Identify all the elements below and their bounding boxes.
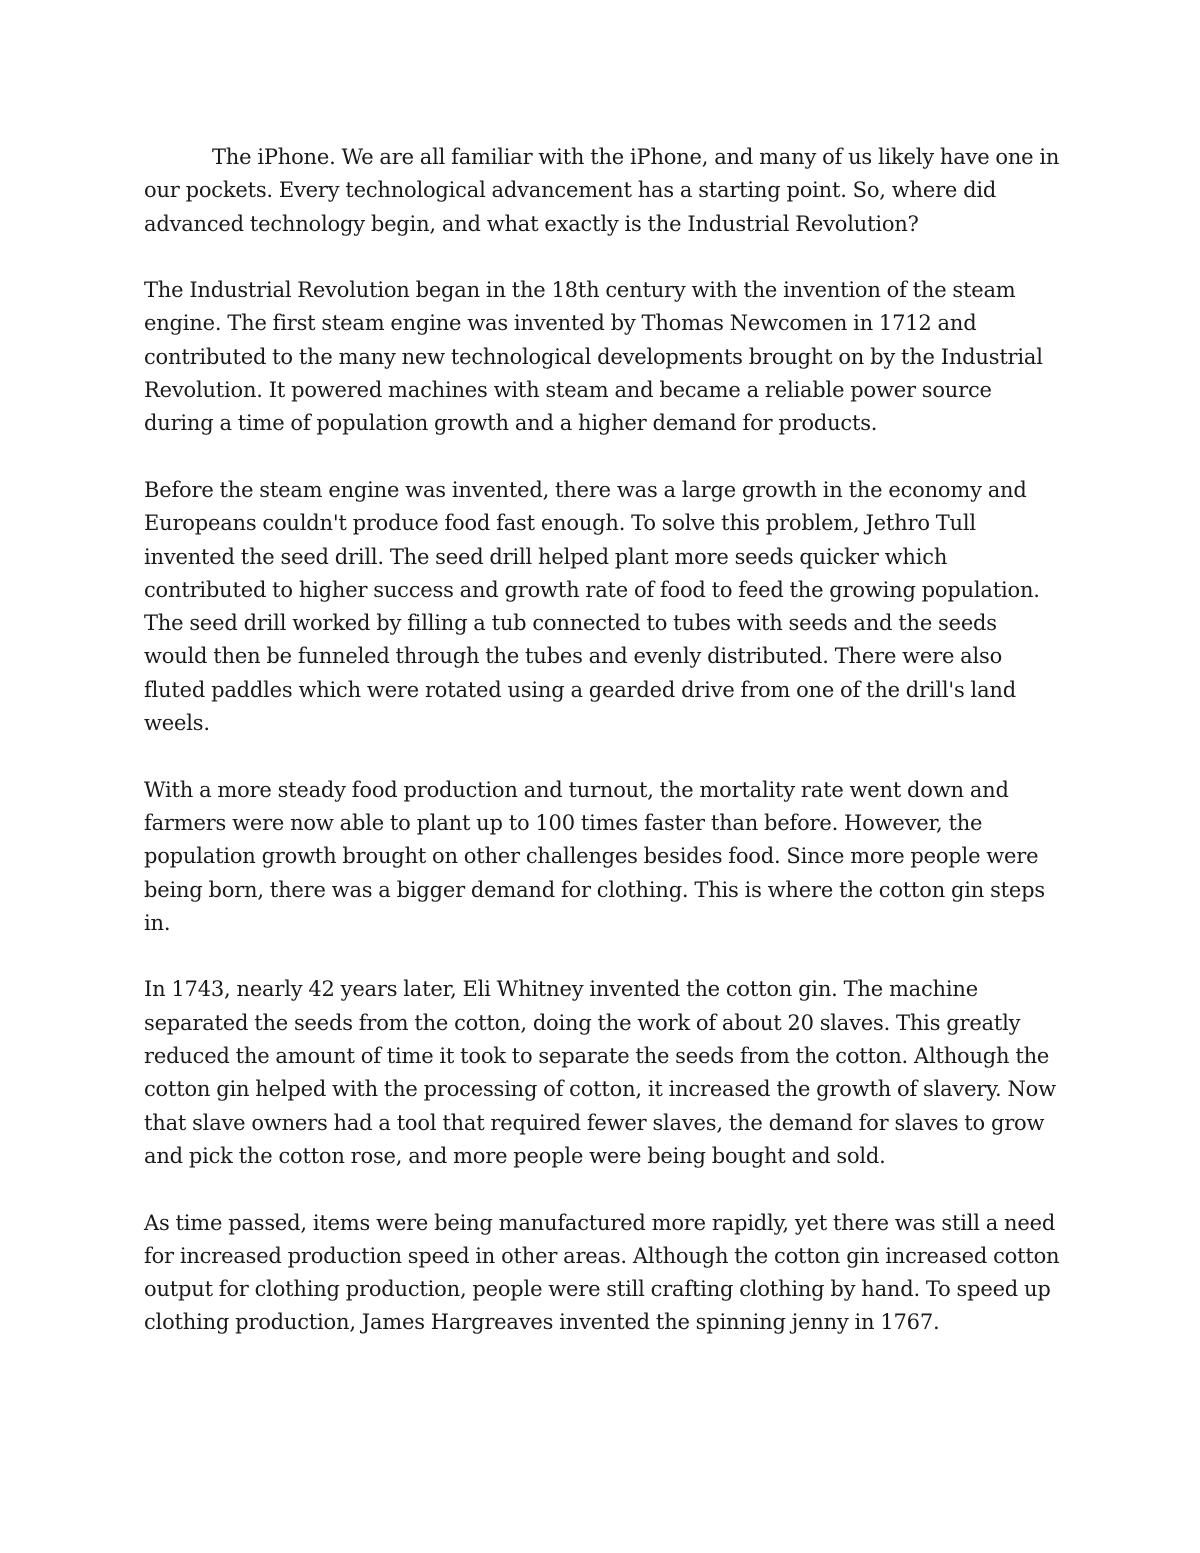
paragraph-steam-engine: The Industrial Revolution began in the 18th century with the invention of the steam engine. The first steam engine was invented by Thomas Newcomen in 1712 and contributed to the many new technological developments brought on by the Industrial Revolution. It powered machines with steam and became a reliable power source during a time of population growth and a higher demand for products. (144, 278, 1043, 436)
document-body (144, 141, 1064, 1373)
paragraph-food-production: With a more steady food production and turnout, the mortality rate went down and farmers were now able to plant up to 100 times faster than before. However, the population growth brought on other challenges besides food. Since more people were being born, there was a bigger demand for clothing. This is where the cotton gin steps in. (144, 777, 1045, 935)
paragraph-cotton-gin: In 1743, nearly 42 years later, Eli Whitney invented the cotton gin. The machine separated the seeds from the cotton, doing the work of about 20 slaves. This greatly reduced the amount of time it took to separate the seeds from the cotton. Although the cotton gin helped with the processing of cotton, it increased the growth of slavery. Now that slave owners had a tool that required fewer slaves, the demand for slaves to grow and pick the cotton rose, and more people were being bought and sold. (144, 977, 1056, 1168)
paragraph-intro: The iPhone. We are all familiar with the iPhone, and many of us likely have one in our pockets. Every technological advancement has a starting point. So, where did advanced technology begin, and what exactly is the Industrial Revolution? (144, 145, 1060, 236)
paragraph-seed-drill: Before the steam engine was invented, there was a large growth in the economy and Europeans couldn't produce food fast enough. To solve this problem, Jethro Tull invented the seed drill. The seed drill helped plant more seeds quicker which contributed to higher success and growth rate of food to feed the growing population. The seed drill worked by filling a tub connected to tubes with seeds and the seeds would then be funneled through the tubes and evenly distributed. There were also fluted paddles which were rotated using a gearded drive from one of the drill's land weels. (144, 477, 1040, 736)
paragraph-spinning-jenny: As time passed, items were being manufactured more rapidly, yet there was still a need for increased production speed in other areas. Although the cotton gin increased cotton output for clothing production, people were still crafting clothing by hand. To speed up clothing production, James Hargreaves invented the spinning jenny in 1767. (144, 1210, 1060, 1335)
